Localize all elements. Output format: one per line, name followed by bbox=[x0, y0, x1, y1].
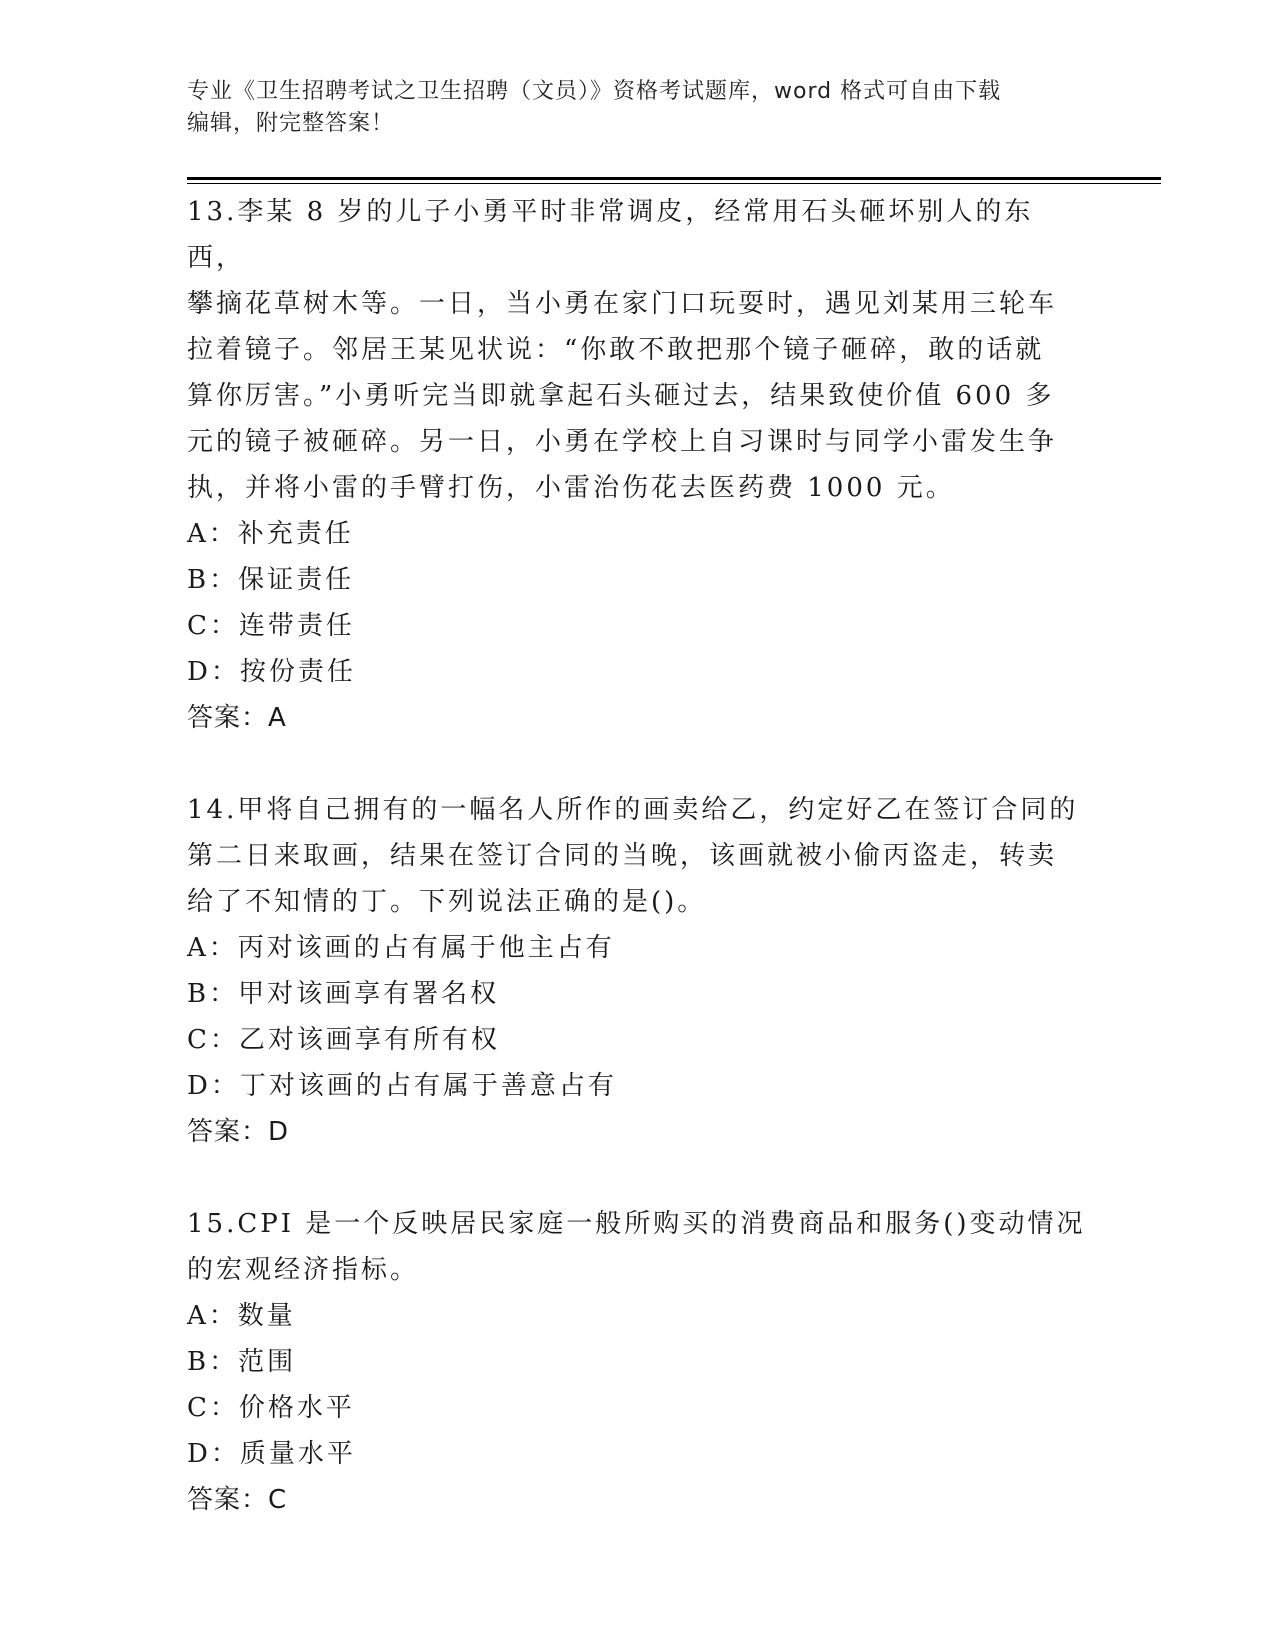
question-stem-line: 13.李某 8 岁的儿子小勇平时非常调皮，经常用石头砸坏别人的东西， bbox=[187, 197, 1034, 273]
question-stem-line: 攀摘花草树木等。一日，当小勇在家门口玩耍时，遇见刘某用三轮车 bbox=[187, 289, 1058, 319]
spacer bbox=[187, 741, 1087, 787]
option-a: A：丙对该画的占有属于他主占有 bbox=[187, 933, 615, 963]
question-list bbox=[187, 189, 1087, 1523]
header-line-1: 专业《卫生招聘考试之卫生招聘（文员）》资格考试题库，word 格式可自由下载 bbox=[187, 79, 1002, 104]
answer-line: 答案：D bbox=[187, 1117, 290, 1147]
question-15 bbox=[187, 1201, 1087, 1523]
document-header bbox=[187, 76, 1087, 140]
option-b: B：保证责任 bbox=[187, 565, 355, 595]
question-stem-line: 第二日来取画，结果在签订合同的当晚，该画就被小偷丙盗走，转卖 bbox=[187, 841, 1058, 871]
header-line-2: 编辑，附完整答案！ bbox=[187, 111, 395, 136]
question-stem-line: 执，并将小雷的手臂打伤，小雷治伤花去医药费 1000 元。 bbox=[187, 473, 955, 503]
question-stem-line: 的宏观经济指标。 bbox=[187, 1255, 420, 1285]
answer-line: 答案：A bbox=[187, 703, 287, 733]
question-stem-line: 15.CPI 是一个反映居民家庭一般所购买的消费商品和服务()变动情况 bbox=[187, 1209, 1086, 1239]
option-c: C：价格水平 bbox=[187, 1393, 355, 1423]
option-b: B：甲对该画享有署名权 bbox=[187, 979, 500, 1009]
question-13 bbox=[187, 189, 1087, 741]
header-divider-thin bbox=[187, 183, 1161, 184]
option-c: C：连带责任 bbox=[187, 611, 355, 641]
header-divider-thick bbox=[187, 177, 1161, 180]
option-a: A：数量 bbox=[187, 1301, 296, 1331]
question-stem-line: 元的镜子被砸碎。另一日，小勇在学校上自习课时与同学小雷发生争 bbox=[187, 427, 1058, 457]
question-stem-line: 给了不知情的丁。下列说法正确的是()。 bbox=[187, 887, 707, 917]
answer-line: 答案：C bbox=[187, 1485, 288, 1515]
option-d: D：丁对该画的占有属于善意占有 bbox=[187, 1071, 617, 1101]
question-stem-line: 拉着镜子。邻居王某见状说：“你敢不敢把那个镜子砸碎，敢的话就 bbox=[187, 335, 1045, 365]
option-c: C：乙对该画享有所有权 bbox=[187, 1025, 500, 1055]
question-14 bbox=[187, 787, 1087, 1155]
option-a: A：补充责任 bbox=[187, 519, 354, 549]
option-d: D：按份责任 bbox=[187, 657, 356, 687]
question-stem-line: 14.甲将自己拥有的一幅名人所作的画卖给乙，约定好乙在签订合同的 bbox=[187, 795, 1079, 825]
option-d: D：质量水平 bbox=[187, 1439, 356, 1469]
spacer bbox=[187, 1155, 1087, 1201]
question-stem-line: 算你厉害。”小勇听完当即就拿起石头砸过去，结果致使价值 600 多 bbox=[187, 381, 1055, 411]
option-b: B：范围 bbox=[187, 1347, 297, 1377]
